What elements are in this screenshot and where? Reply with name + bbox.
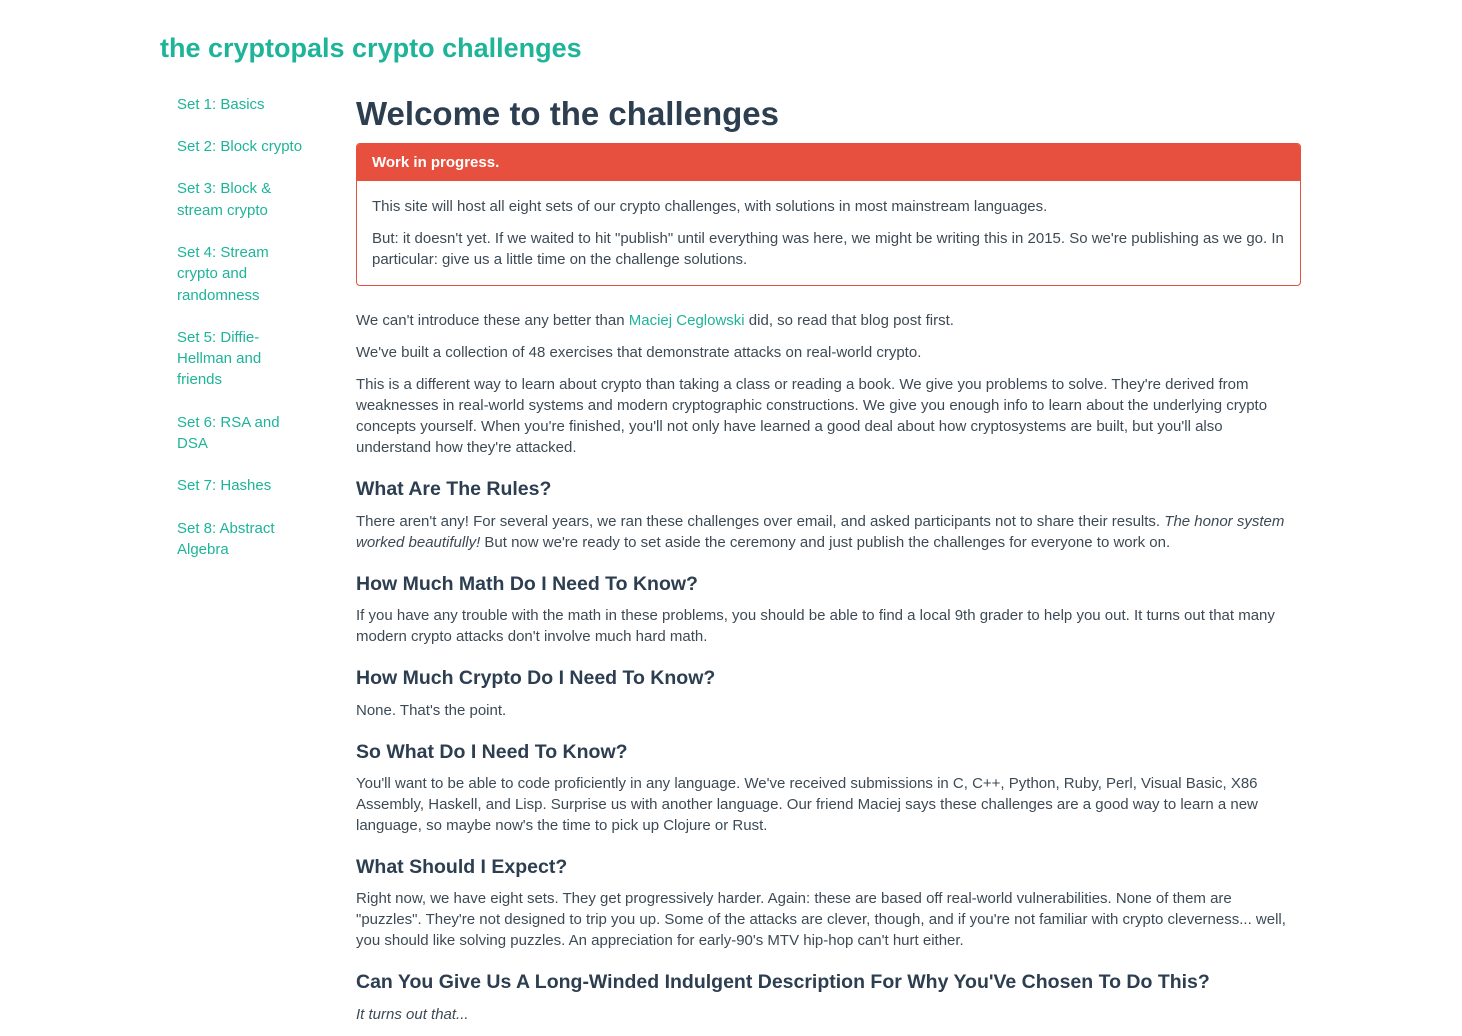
section-heading-crypto: How Much Crypto Do I Need To Know?: [356, 667, 716, 690]
page-title: Welcome to the challenges: [356, 94, 780, 132]
section-body-math: If you have any trouble with the math in these problems, you should be able to find a local 9th grader to help you out. It turns out that many modern crypto attacks don't involve much hard math.: [356, 607, 1275, 646]
rules-text: There aren't any! For several years, we ran these challenges over email, and asked participants not to share their results.: [356, 512, 1165, 530]
section-heading-rules: What Are The Rules?: [356, 478, 552, 501]
section-body-why: It turns out that...: [356, 1005, 469, 1023]
section-body-expect: Right now, we have eight sets. They get progressively harder. Again: these are based off real-world vulnerabilities. None of them are "puzzles". They're not designed to trip you up. Some of the attacks are clever, though, and if you're not familiar with crypto cleverness... well, you should like solving puzzles. An appreciation for early-90's MTV hip-hop can't hurt either.: [356, 890, 1286, 950]
sidebar-item-set8[interactable]: Set 8: Abstract Algebra: [177, 519, 275, 558]
sidebar: [160, 94, 310, 581]
site-title: the cryptopals crypto challenges: [160, 33, 582, 63]
panel-heading: Work in progress.: [357, 144, 1300, 181]
section-heading-know: So What Do I Need To Know?: [356, 740, 628, 763]
intro-paragraph-2: We've built a collection of 48 exercises that demonstrate attacks on real-world crypto.: [356, 344, 922, 362]
alert-paragraph: This site will host all eight sets of our crypto challenges, with solutions in most mainstream languages.: [372, 198, 1048, 216]
section-body-rules: [356, 511, 1301, 553]
panel-body: [357, 181, 1300, 285]
work-in-progress-panel: [356, 143, 1301, 286]
section-body-crypto: None. That's the point.: [356, 701, 507, 719]
section-heading-expect: What Should I Expect?: [356, 855, 568, 878]
sidebar-item-set1[interactable]: Set 1: Basics: [177, 95, 265, 113]
intro-text: did, so read that blog post first.: [744, 312, 954, 330]
rules-text: But now we're ready to set aside the ceremony and just publish the challenges for everyone to work on.: [480, 533, 1171, 551]
section-heading-why: Can You Give Us A Long-Winded Indulgent Description For Why You'Ve Chosen To Do This?: [356, 971, 1210, 994]
intro-paragraph-1: [356, 310, 1301, 331]
layout-row: [160, 94, 1302, 1036]
sidebar-item-set5[interactable]: Set 5: Diffie-Hellman and friends: [177, 328, 262, 389]
sidebar-item-set4[interactable]: Set 4: Stream crypto and randomness: [177, 243, 269, 304]
maciej-ceglowski-link[interactable]: Maciej Ceglowski: [628, 312, 745, 330]
section-body-know: You'll want to be able to code proficiently in any language. We've received submissions in C, C++, Python, Ruby, Perl, Visual Basic, X86 Assembly, Haskell, and Lisp. Surprise us with another language. Our friend Maciej says these challenges are a good way to learn a new language, so maybe now's the time to pick up Clojure or Rust.: [356, 774, 1258, 834]
sidebar-item-set2[interactable]: Set 2: Block crypto: [177, 138, 303, 156]
sidebar-item-set7[interactable]: Set 7: Hashes: [177, 477, 272, 495]
rules-italic-text: The honor system worked beautifully!: [356, 512, 1285, 551]
intro-paragraph-3: This is a different way to learn about crypto than taking a class or reading a book. We give you problems to solve. They're derived from weaknesses in real-world systems and modern cryptographic constructions. We give you enough info to learn about the underlying crypto concepts yourself. When you're finished, you'll not only have learned a good deal about how cryptosystems are built, but you'll also understand how they're attacked.: [356, 376, 1268, 457]
alert-paragraph: But: it doesn't yet. If we waited to hit "publish" until everything was here, we might be writing this in 2015. So we're publishing as we go. In particular: give us a little time on the challenge solutions.: [372, 230, 1284, 269]
main-content: [356, 94, 1301, 1036]
intro-text: We can't introduce these any better than: [356, 312, 629, 330]
sidebar-item-set6[interactable]: Set 6: RSA and DSA: [177, 413, 280, 453]
sidebar-item-set3[interactable]: Set 3: Block & stream crypto: [177, 180, 272, 219]
section-heading-math: How Much Math Do I Need To Know?: [356, 572, 698, 595]
